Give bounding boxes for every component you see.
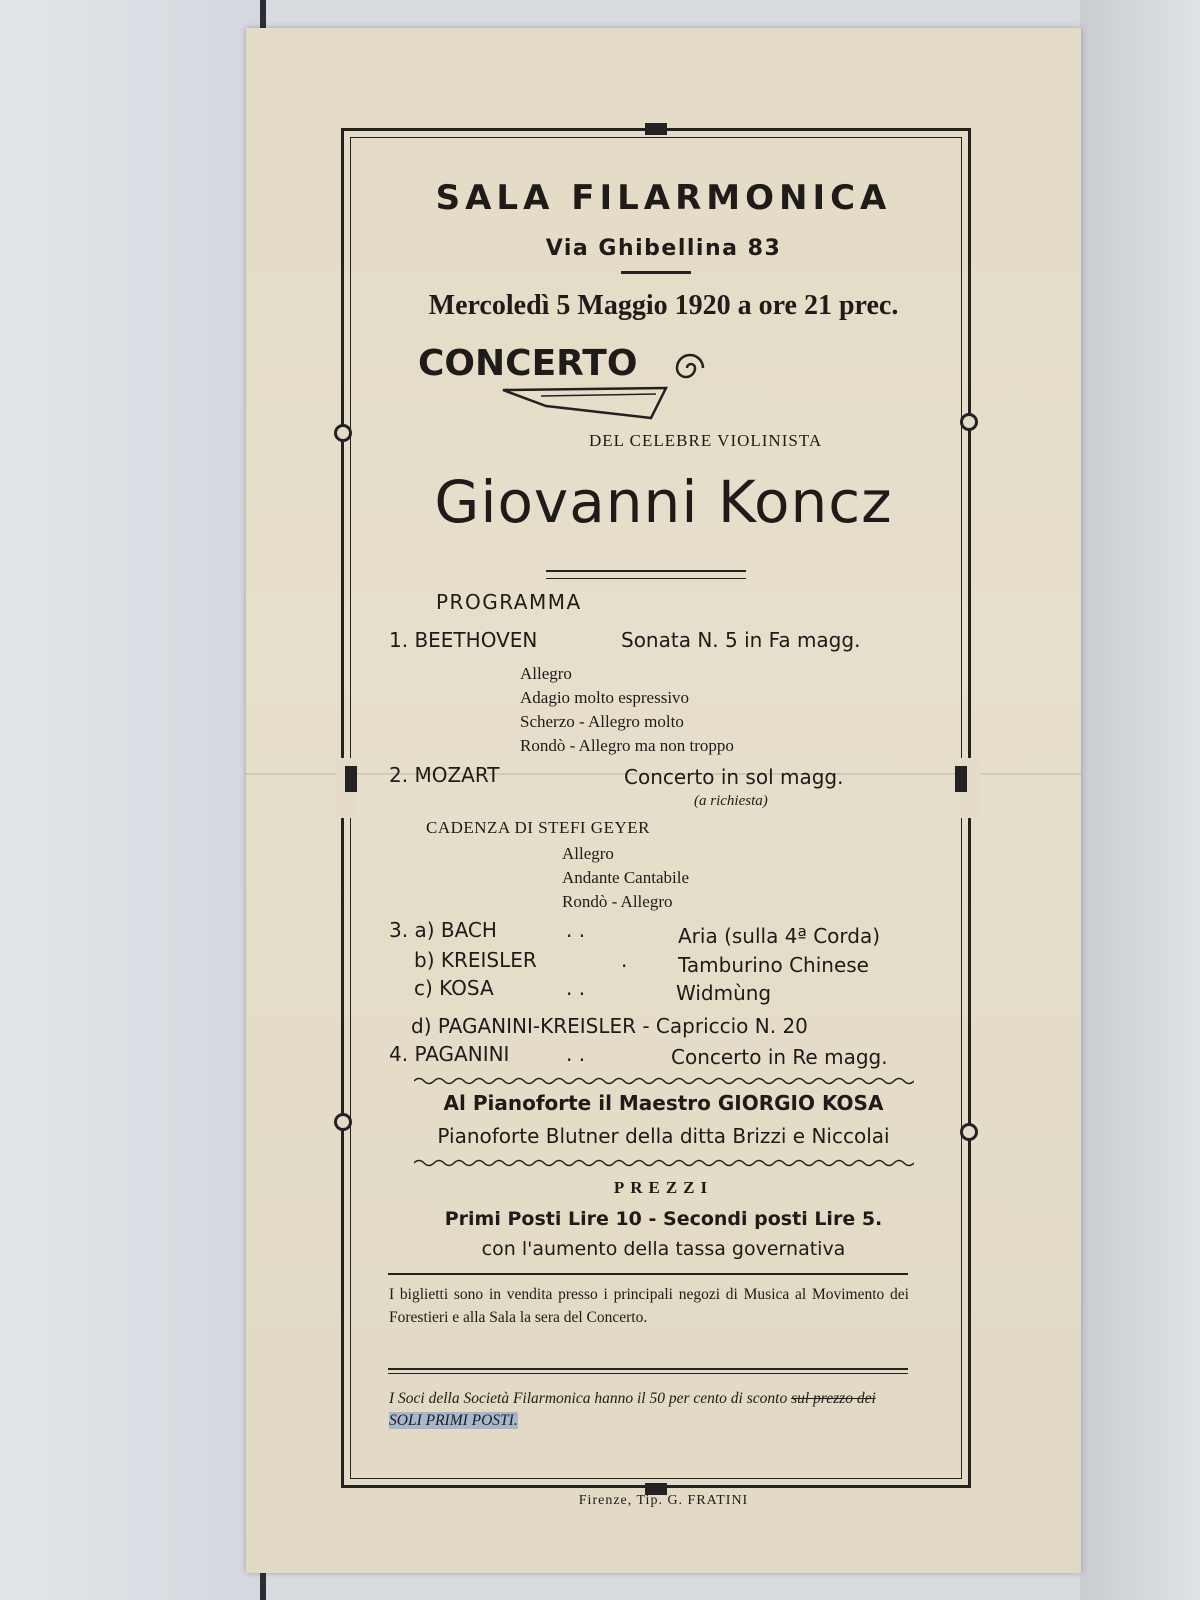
program-composer: 1. BEETHOVEN [389, 628, 538, 652]
members-discount-text: I Soci della Società Filarmonica hanno il 50 per cento di sconto [389, 1390, 788, 1407]
program-composer: c) KOSA [414, 976, 494, 1000]
divider [621, 271, 691, 274]
program-movement: Allegro [562, 844, 614, 863]
program-movement: Rondò - Allegro [562, 892, 673, 911]
program-movement: Rondò - Allegro ma non troppo [520, 736, 734, 755]
wavy-divider [414, 1076, 914, 1086]
backdrop-right [1080, 0, 1200, 1600]
tax-note: con l'aumento della tassa governativa [481, 1238, 846, 1260]
program-composer: 3. a) BACH [389, 918, 497, 942]
program-movement: Scherzo - Allegro molto [520, 712, 684, 731]
program-composer: b) KREISLER [414, 948, 537, 972]
swirl-ornament-icon [671, 348, 711, 388]
program-composer: 4. PAGANINI [389, 1042, 510, 1066]
program-work: Concerto in sol magg. [624, 765, 844, 789]
venue-name: SALA FILARMONICA [435, 178, 892, 218]
divider [388, 1373, 908, 1374]
decorative-frame-inner [350, 137, 962, 1479]
program-movement: Andante Cantabile [562, 868, 689, 887]
event-datetime: Mercoledì 5 Maggio 1920 a ore 21 prec. [428, 290, 899, 321]
program-dots: . [621, 948, 628, 972]
program-item: d) PAGANINI-KREISLER - Capriccio N. 20 [411, 1014, 808, 1038]
program-work: Tamburino Chinese [678, 953, 869, 977]
frame-block-icon [345, 766, 357, 792]
printer-credit: Firenze, Tip. G. FRATINI [578, 1493, 749, 1508]
program-dots: . . [566, 976, 586, 1000]
pianist-credit: Al Pianoforte il Maestro GIORGIO KOSA [443, 1091, 884, 1115]
tickets-info: I biglietti sono in vendita presso i principali negozi di Musica al Movimento dei Forestieri e alla Sala la sera del Concerto. [389, 1286, 909, 1326]
program-work: Aria (sulla 4ª Corda) [678, 924, 881, 948]
prices-line: Primi Posti Lire 10 - Secondi posti Lire 5. [444, 1208, 883, 1230]
frame-ornament-icon [334, 424, 352, 442]
program-work: Concerto in Re magg. [671, 1045, 888, 1069]
program-heading: PROGRAMMA [436, 590, 582, 614]
program-movement: Adagio molto espressivo [520, 688, 690, 707]
venue-address: Via Ghibellina 83 [545, 236, 782, 261]
program-work: Widmùng [676, 981, 772, 1005]
double-divider [546, 570, 746, 579]
divider [388, 1273, 908, 1275]
program-composer: 2. MOZART [389, 763, 500, 787]
struck-text: sul prezzo dei [791, 1390, 876, 1407]
frame-ornament-icon [960, 413, 978, 431]
performer-subtitle: DEL CELEBRE VIOLINISTA [589, 431, 823, 450]
divider [388, 1368, 908, 1370]
concert-flyer [246, 28, 1081, 1573]
members-discount [389, 1388, 909, 1432]
prices-heading: PREZZI [613, 1178, 714, 1197]
event-title: CONCERTO [418, 343, 638, 384]
program-note: (a richiesta) [694, 793, 768, 809]
piano-credit: Pianoforte Blutner della ditta Brizzi e Niccolai [437, 1124, 890, 1148]
pointer-ornament-icon [501, 384, 671, 424]
backdrop-left [0, 0, 262, 1600]
frame-block-icon [645, 123, 667, 135]
program-cadenza: CADENZA DI STEFI GEYER [426, 818, 650, 837]
wavy-divider [414, 1158, 914, 1168]
program-dots: . . [566, 1042, 586, 1066]
program-dots: . . [566, 918, 586, 942]
performer-name: Giovanni Koncz [434, 468, 893, 536]
frame-block-icon [955, 766, 967, 792]
program-movement: Allegro [520, 664, 572, 683]
program-work: Sonata N. 5 in Fa magg. [621, 628, 861, 652]
highlighted-text: SOLI PRIMI POSTI. [389, 1412, 518, 1429]
